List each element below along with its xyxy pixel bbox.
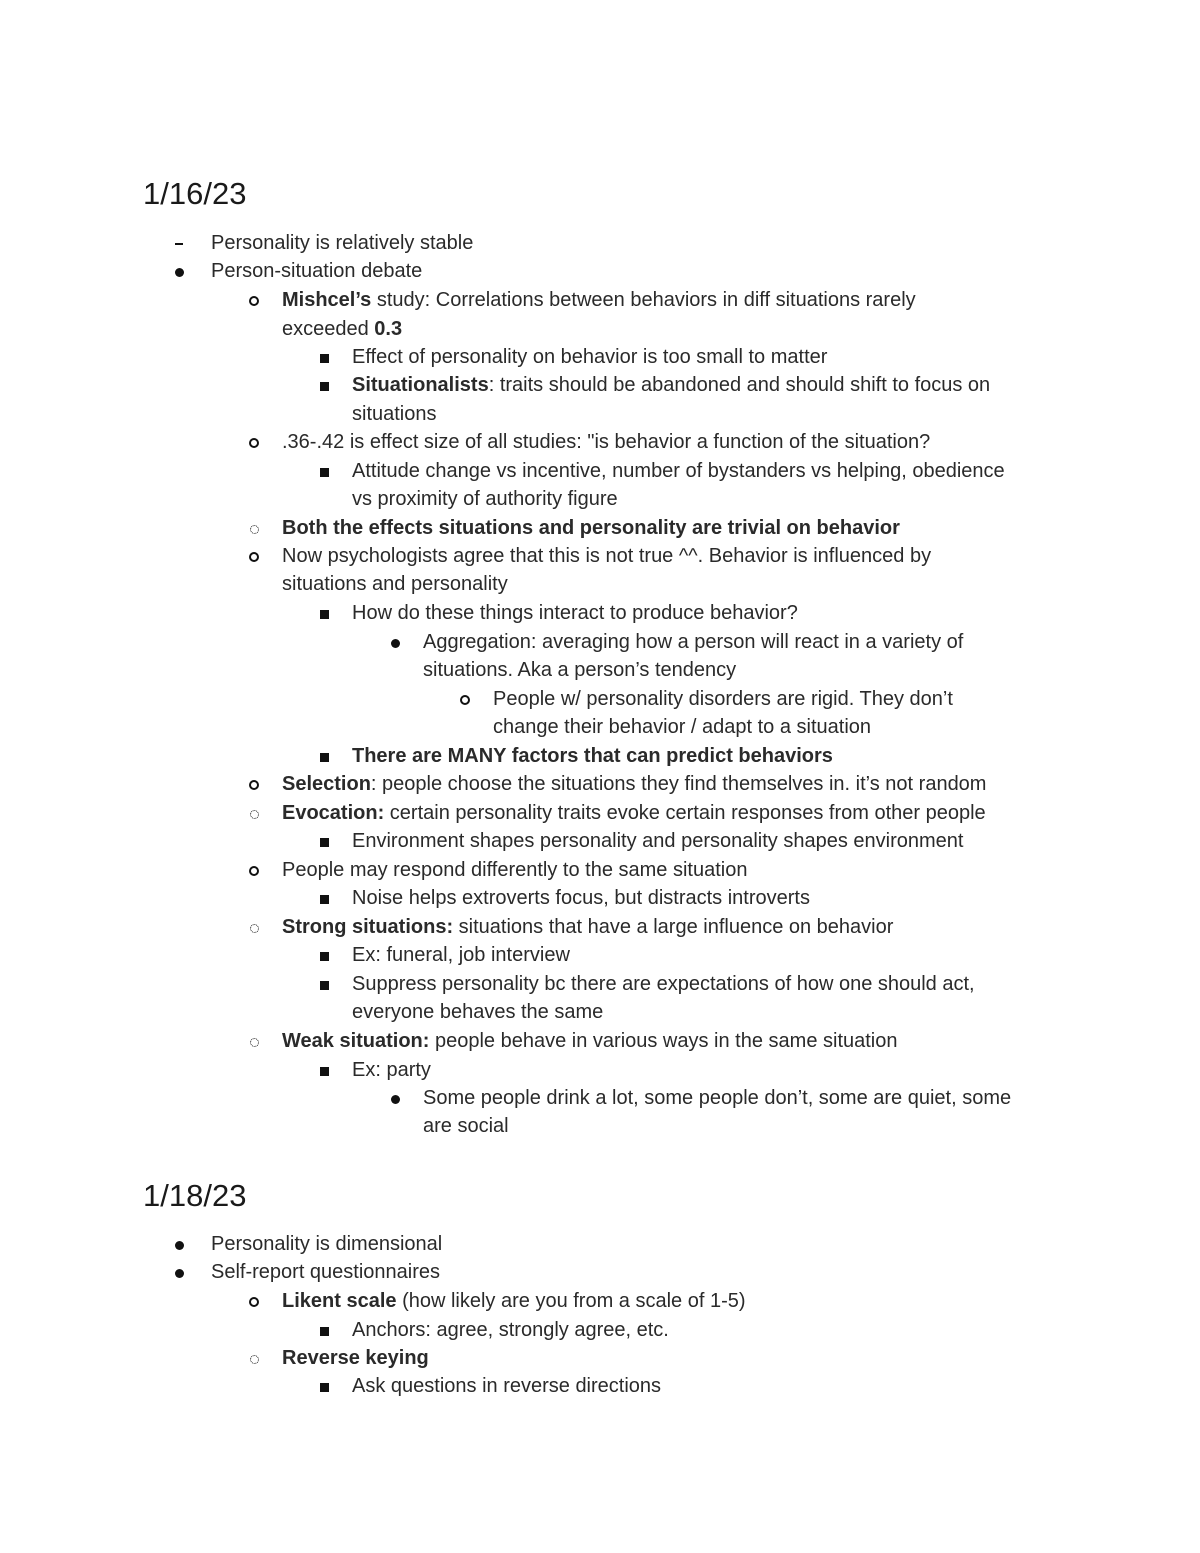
section-date-heading: 1/16/23: [143, 176, 247, 211]
list-item: Self-report questionnaires: [211, 1261, 441, 1283]
list-item: Effect of personality on behavior is too small to matter: [352, 346, 828, 368]
list-item: Likent scale (how likely are you from a scale of 1-5): [282, 1290, 746, 1312]
square-bullet-icon: [316, 970, 332, 998]
circle-bullet-icon: [246, 542, 262, 570]
list-item: .36-.42 is effect size of all studies: "is behavior a function of the situation?: [282, 431, 931, 453]
list-item-continuation: change their behavior / adapt to a situation: [493, 716, 872, 738]
list-item: Ex: party: [352, 1059, 431, 1081]
square-bullet-icon: [316, 1316, 332, 1344]
list-item: Now psychologists agree that this is not true ^^. Behavior is influenced by: [282, 545, 932, 567]
dotted-circle-bullet-icon: [246, 1027, 262, 1055]
list-item: Evocation: certain personality traits evoke certain responses from other people: [282, 802, 986, 824]
list-item: Selection: people choose the situations they find themselves in. it’s not random: [282, 773, 987, 795]
list-item: Situationalists: traits should be abandoned and should shift to focus on: [352, 374, 991, 396]
circle-bullet-icon: [246, 428, 262, 456]
list-item-continuation: exceeded 0.3: [282, 318, 403, 340]
dotted-circle-bullet-icon: [246, 913, 262, 941]
list-item-continuation: everyone behaves the same: [352, 1001, 604, 1023]
square-bullet-icon: [316, 457, 332, 485]
square-bullet-icon: [316, 1056, 332, 1084]
circle-bullet-icon: [457, 685, 473, 713]
list-item-continuation: situations: [352, 403, 437, 425]
list-item: Personality is dimensional: [211, 1233, 443, 1255]
square-bullet-icon: [316, 1372, 332, 1400]
circle-bullet-icon: [246, 770, 262, 798]
circle-bullet-icon: [246, 1287, 262, 1315]
list-item-continuation: situations. Aka a person’s tendency: [423, 659, 737, 681]
list-item: How do these things interact to produce behavior?: [352, 602, 798, 624]
list-item: Strong situations: situations that have a large influence on behavior: [282, 916, 894, 938]
square-bullet-icon: [316, 371, 332, 399]
list-item: Person-situation debate: [211, 260, 423, 282]
list-item: Anchors: agree, strongly agree, etc.: [352, 1319, 669, 1341]
list-item: Reverse keying: [282, 1347, 429, 1369]
list-item: Some people drink a lot, some people don’t, some are quiet, some: [423, 1087, 1012, 1109]
list-item: Weak situation: people behave in various ways in the same situation: [282, 1030, 898, 1052]
disc-bullet-icon: [387, 628, 403, 656]
disc-bullet-icon: [171, 1230, 187, 1258]
dotted-circle-bullet-icon: [246, 514, 262, 542]
square-bullet-icon: [316, 599, 332, 627]
list-item: Ask questions in reverse directions: [352, 1375, 662, 1397]
square-bullet-icon: [316, 941, 332, 969]
list-item: Both the effects situations and personality are trivial on behavior: [282, 517, 900, 539]
list-item: There are MANY factors that can predict behaviors: [352, 745, 833, 767]
disc-bullet-icon: [387, 1084, 403, 1112]
list-item: Noise helps extroverts focus, but distracts introverts: [352, 887, 810, 909]
circle-bullet-icon: [246, 286, 262, 314]
square-bullet-icon: [316, 827, 332, 855]
square-bullet-icon: [316, 742, 332, 770]
section-date-heading: 1/18/23: [143, 1178, 247, 1213]
list-item: Suppress personality bc there are expectations of how one should act,: [352, 973, 975, 995]
list-item-continuation: vs proximity of authority figure: [352, 488, 618, 510]
dotted-circle-bullet-icon: [246, 799, 262, 827]
list-item: Personality is relatively stable: [211, 232, 474, 254]
list-item-continuation: situations and personality: [282, 573, 508, 595]
circle-bullet-icon: [246, 856, 262, 884]
disc-bullet-icon: [171, 257, 187, 285]
disc-bullet-icon: [171, 1258, 187, 1286]
list-item: Attitude change vs incentive, number of bystanders vs helping, obedience: [352, 460, 1005, 482]
dash-bullet-icon: [171, 229, 187, 257]
list-item: People may respond differently to the same situation: [282, 859, 748, 881]
dotted-circle-bullet-icon: [246, 1344, 262, 1372]
list-item-continuation: are social: [423, 1115, 509, 1137]
list-item: Ex: funeral, job interview: [352, 944, 570, 966]
list-item: Mishcel’s study: Correlations between behaviors in diff situations rarely: [282, 289, 916, 311]
list-item: Environment shapes personality and personality shapes environment: [352, 830, 964, 852]
square-bullet-icon: [316, 884, 332, 912]
square-bullet-icon: [316, 343, 332, 371]
list-item: People w/ personality disorders are rigid. They don’t: [493, 688, 953, 710]
list-item: Aggregation: averaging how a person will react in a variety of: [423, 631, 964, 653]
